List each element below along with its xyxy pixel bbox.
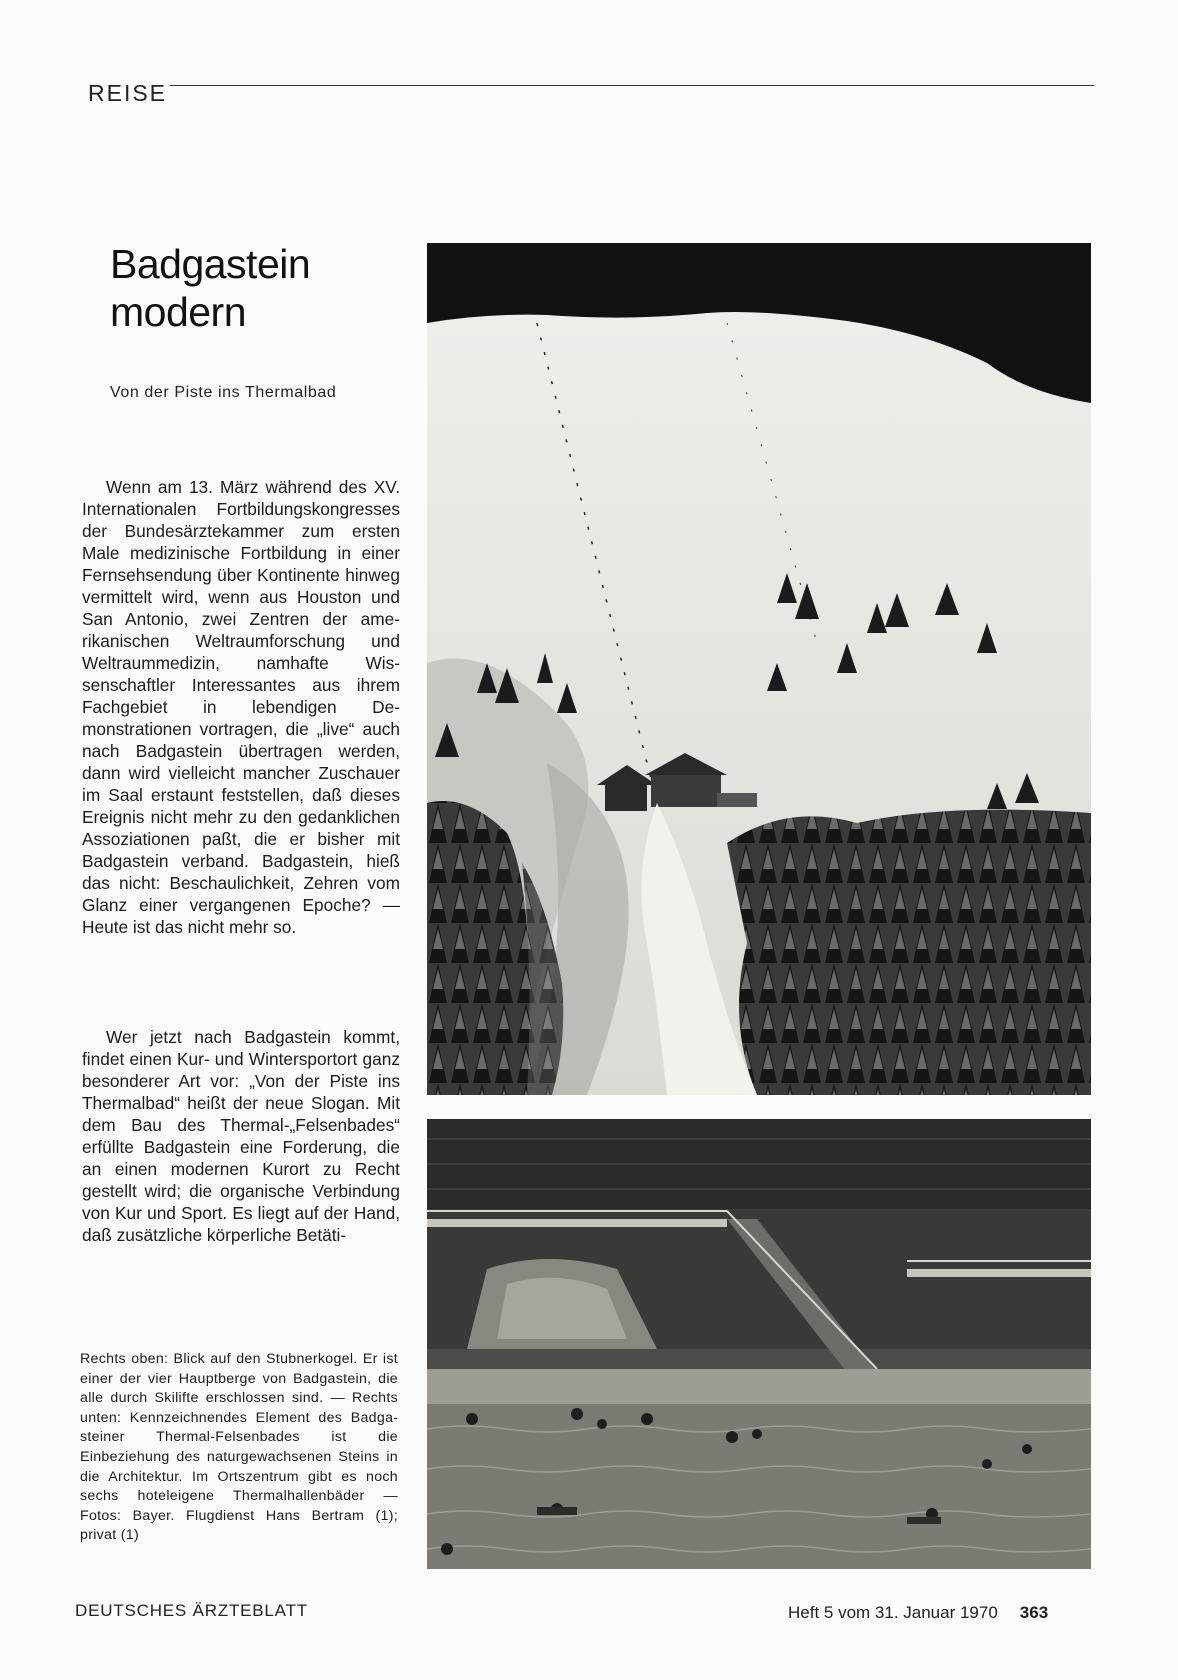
thermal-pool-illustration [427, 1119, 1091, 1569]
issue-info: Heft 5 vom 31. Januar 1970 [788, 1603, 998, 1622]
section-label: REISE [88, 80, 168, 106]
title-line-2: modern [110, 289, 247, 335]
body-column-part-1 [82, 476, 400, 938]
article-subtitle: Von der Piste ins Thermalbad [110, 384, 337, 401]
paragraph-2: Wer jetzt nach Badgastein kommt, findet einen Kur- und Wintersportort ganz besonderer Art vor: „Von der Piste ins Thermalbad“ heißt der neue Slogan. Mit dem Bau des Thermal-„Felsenbades“ erfüllte Badgastein eine Forderung, die an einen modernen Kurort zu Recht gestellt wird; die organische Verbindung von Kur und Sport. Es liegt auf der Hand, daß zusätzliche körperliche Betäti- [82, 1027, 400, 1245]
ski-slope-illustration [427, 243, 1091, 1095]
section-rule [170, 85, 1094, 86]
issue-line [788, 1603, 1048, 1623]
article-title [110, 240, 410, 336]
paragraph-1: Wenn am 13. März während des XV. Internationalen Fortbildungskongresses der Bundesärztekammer zum ersten Male medizinische Fortbildung in einer Fernsehsendung über Kontinente hinweg vermittelt wird, wenn aus Houston und San Antonio, zwei Zentren der amerikanischen Weltraumforschung und Weltraummedizin, namhafte Wissenschaftler Interessantes aus ihrem Fachgebiet in lebendigen Demonstrationen vortragen, die „live“ auch nach Badgastein übertragen werden, dann wird vielleicht mancher Zuschauer im Saal erstaunt feststellen, daß dieses Ereignis nicht mehr zu den gedanklichen Assoziationen paßt, die er bisher mit Badgastein verband. Badgastein, hieß das nicht: Beschaulichkeit, Zehren vom Glanz einer vergangenen Epoche? — Heute ist das nicht mehr so. [82, 477, 400, 937]
ski-slope-photo [427, 243, 1091, 1095]
thermal-pool-photo [427, 1119, 1091, 1569]
photo-caption: Rechts oben: Blick auf den Stubnerkogel. Er ist einer der vier Hauptberge von Badgastein, die alle durch Skilifte erschlossen sind. — Rechts unten: Kennzeichnendes Element des Badgasteiner Thermal-Felsenbades ist die Einbeziehung des naturgewachsenen Steins in die Architektur. Im Ortszentrum gibt es noch sechs hoteleigene Thermalhallenbäder — Fotos: Bayer. Flugdienst Hans Bertram (1); privat (1) [80, 1351, 398, 1544]
journal-name: DEUTSCHES ÄRZTEBLATT [75, 1601, 308, 1620]
title-line-1: Badgastein [110, 241, 311, 287]
page-number: 363 [1019, 1603, 1049, 1622]
body-column-part-2 [82, 1026, 400, 1246]
